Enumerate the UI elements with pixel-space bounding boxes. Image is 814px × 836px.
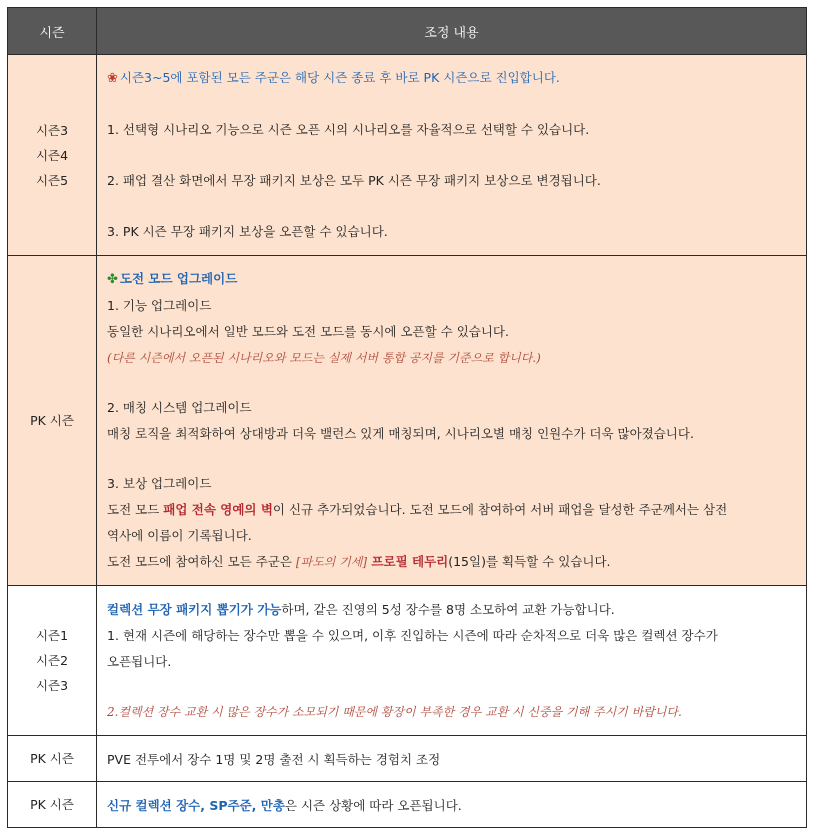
content-cell bbox=[97, 55, 807, 256]
row2-s3-body-3: 도전 모드에 참여하신 모든 주군은 [파도의 기세] 프로필 테두리(15일)를 획득할 수 있습니다. bbox=[107, 554, 611, 569]
season-cell bbox=[8, 256, 97, 586]
clover-icon: ✤ bbox=[107, 272, 118, 287]
season-cell bbox=[8, 586, 97, 736]
row2-title: ✤ 도전 모드 업그레이드 bbox=[107, 266, 796, 293]
row2-s3-head: 3. 보상 업그레이드 bbox=[107, 476, 212, 491]
row1-item-3: 3. PK 시즌 무장 패키지 보상을 오픈할 수 있습니다. bbox=[107, 224, 388, 239]
table-row bbox=[8, 782, 807, 828]
content-cell bbox=[97, 256, 807, 586]
season-label: 시즌1 bbox=[35, 628, 69, 643]
content-cell bbox=[97, 586, 807, 736]
row2-s1-head: 1. 기능 업그레이드 bbox=[107, 298, 212, 313]
row2-s2-head: 2. 매칭 시스템 업그레이드 bbox=[107, 400, 252, 415]
content-cell: 신규 컬렉션 장수, SP주준, 만총은 시즌 상황에 따라 오픈됩니다. bbox=[97, 782, 807, 828]
row2-s1-note: (다른 시즌에서 오픈된 시나리오와 모드는 실제 서버 통합 공지를 기준으로 합니다.) bbox=[107, 351, 541, 365]
season-label: 시즌3 bbox=[35, 678, 69, 693]
row3-line-4: 2.컬렉션 장수 교환 시 많은 장수가 소모되기 때문에 황장이 부족한 경우 교환 시 신중을 기해 주시기 바랍니다. bbox=[107, 704, 682, 719]
row2-s3-body-2: 역사에 이름이 기록됩니다. bbox=[107, 528, 252, 543]
content-cell: PVE 전투에서 장수 1명 및 2명 출전 시 획득하는 경험치 조정 bbox=[97, 736, 807, 782]
row2-s2-body: 매칭 로직을 최적화하여 상대방과 더욱 밸런스 있게 매칭되며, 시나리오별 매칭 인원수가 더욱 많아졌습니다. bbox=[107, 426, 694, 441]
season-cell: PK 시즌 bbox=[8, 782, 97, 828]
table-header-row bbox=[8, 8, 807, 55]
header-content: 조정 내용 bbox=[97, 8, 807, 55]
table-row bbox=[8, 736, 807, 782]
season-adjustment-table bbox=[7, 7, 807, 828]
row1-item-2: 2. 패업 결산 화면에서 무장 패키지 보상은 모두 PK 시즌 무장 패키지 보상으로 변경됩니다. bbox=[107, 173, 601, 188]
table-row bbox=[8, 256, 807, 586]
row1-title: ❀ 시즌3~5에 포함된 모든 주군은 해당 시즌 종료 후 바로 PK 시즌으로 진입합니다. bbox=[107, 68, 796, 89]
season-label: 시즌5 bbox=[35, 172, 69, 188]
row2-s1-body: 동일한 시나리오에서 일반 모드와 도전 모드를 동시에 오픈할 수 있습니다. bbox=[107, 324, 509, 339]
flower-icon: ❀ bbox=[107, 71, 118, 86]
table-row bbox=[8, 55, 807, 256]
season-label: PK 시즌 bbox=[30, 413, 74, 428]
row3-line-2: 1. 현재 시즌에 해당하는 장수만 뽑을 수 있으며, 이후 진입하는 시즌에 따라 순차적으로 더욱 많은 컬렉션 장수가 bbox=[107, 627, 718, 643]
season-cell: PK 시즌 bbox=[8, 736, 97, 782]
row3-line-3: 오픈됩니다. bbox=[107, 653, 172, 669]
table-row bbox=[8, 586, 807, 736]
header-season: 시즌 bbox=[8, 8, 97, 55]
season-label: 시즌2 bbox=[35, 653, 69, 668]
season-label: 시즌3 bbox=[35, 122, 69, 138]
season-cell bbox=[8, 55, 97, 256]
row2-s3-body-1: 도전 모드 패업 전속 영예의 벽이 신규 추가되었습니다. 도전 모드에 참여하여 서버 패업을 달성한 주군께서는 삼전 bbox=[107, 502, 728, 517]
row1-item-1: 1. 선택형 시나리오 기능으로 시즌 오픈 시의 시나리오를 자율적으로 선택할 수 있습니다. bbox=[107, 122, 590, 137]
season-label: 시즌4 bbox=[35, 147, 69, 163]
row3-line-1: 컬렉션 무장 패키지 뽑기가 가능하며, 같은 진영의 5성 장수를 8명 소모하여 교환 가능합니다. bbox=[107, 601, 615, 617]
